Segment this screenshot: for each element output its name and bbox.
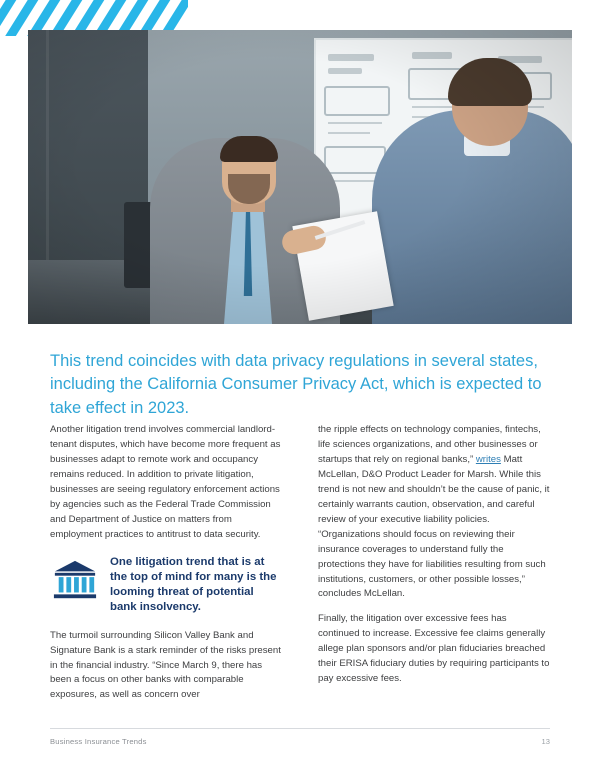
footer-page-number: 13 [541, 737, 550, 746]
right-paragraph-2: Finally, the litigation over excessive fees has continued to increase. Excessive fee claims generally allege plan sponsors and/or plan fiduciaries breached their ERISA fiduciary duties by requiring participants to pay excessive fees. [318, 613, 550, 685]
pull-quote [50, 555, 282, 617]
photo-vignette [28, 30, 572, 324]
section-headline: This trend coincides with data privacy regulations in several states, including the California Consumer Privacy Act, which is expected to take effect in 2023. [50, 352, 542, 417]
footer-divider [50, 728, 550, 729]
right-paragraph-1 [318, 423, 550, 602]
hero-photo [28, 30, 572, 324]
right-paragraph-1-after-link: Matt McLellan, D&O Product Leader for Marsh. While this trend is not new and shouldn’t be the cause of panic, it certainly warrants caution, observation, and careful review of your executive liability policies. “Organizations should focus on reviewing their insurance coverages to understand fully the protections they have for liabilities resulting from such institutions, customers, or other possible losses,” concludes McLellan. [318, 453, 550, 600]
left-paragraph-2: The turmoil surrounding Silicon Valley Bank and Signature Bank is a stark reminder of the risks present in the financial industry. “Since March 9, there has been a focus on other banks with comparable exposures, as well as concern over [50, 629, 281, 701]
body-columns [50, 423, 550, 713]
pull-quote-text: One litigation trend that is at the top of mind for many is the looming threat of potential bank insolvency. [110, 555, 277, 614]
right-paragraph-1-before-link: the ripple effects on technology companies, fintechs, life sciences organizations, and other businesses or startups that rely on regional banks,” [318, 424, 541, 465]
hero-scene [28, 30, 572, 324]
bank-icon [52, 557, 98, 603]
writes-link[interactable]: writes [475, 453, 501, 465]
column-left [50, 423, 282, 703]
left-paragraph-1: Another litigation trend involves commercial landlord-tenant disputes, which have become more frequent as businesses adapt to remote work and occupancy remains reduced. In addition to private litigation, businesses are seeing regulatory enforcement actions by agencies such as the Federal Trade Commission and Department of Justice on matters from employment practices to antitrust to data security. [50, 424, 281, 540]
column-right [318, 423, 550, 697]
footer-document-title: Business Insurance Trends [50, 737, 147, 746]
